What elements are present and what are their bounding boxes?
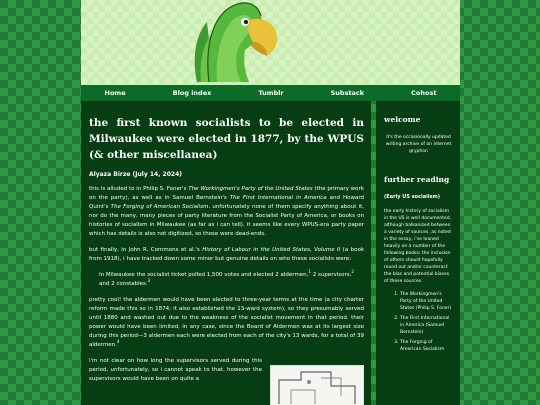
sidebar-further-reading-subheading: (Early US socialism) xyxy=(384,194,441,200)
article-paragraph: i'm not clear on how long the supervisors served during this period, unfortunately, so i cannot speak to that. however the supervisors would have been on quite a xyxy=(89,358,262,382)
article-paragraph: but finally, in John R. Commons et al.'s History of Labour in the United States, Volume II (a book from 1918), i have tracked down some minor but genuine details on who these socialists were: xyxy=(89,247,364,262)
ward-map-image[interactable] xyxy=(270,365,364,405)
reading-list-item[interactable]: 2. The First International in America (Samuel Bernstein) xyxy=(400,315,453,336)
sidebar-welcome-heading: welcome xyxy=(384,115,421,124)
footnote-link[interactable]: 2 xyxy=(351,269,354,275)
map-illustration-icon xyxy=(271,366,363,405)
main-nav xyxy=(81,85,460,101)
paragraph-with-figure xyxy=(89,357,364,405)
nav-cohost-link[interactable]: Cohost xyxy=(411,89,437,97)
sidebar xyxy=(376,101,460,405)
block-quote: In Milwaukee the socialist ticket polled 1,500 votes and elected 2 aldermen,$^1$ 2 supervisors,$^2$ and 2 constables.$^3$ xyxy=(99,269,354,287)
reading-list-item[interactable]: 1. The Workingmen's Party of the United States (Philip S. Foner) xyxy=(400,291,453,312)
sidebar-further-reading-text: the early history of socialism in the US is well documented, although balkanized between a variety of sources. as noted in the essay, i've leaned heavily on a number of the following books; the inclusion of others should hopefully round out and/or counteract the bias and potential biases of these sources. xyxy=(384,209,452,284)
book-title: History of Labour in the United States, Volume II xyxy=(202,247,341,253)
nav-tumblr-link[interactable]: Tumblr xyxy=(258,89,284,97)
nav-home-link[interactable]: Home xyxy=(104,89,126,97)
book-title: The Workingmen's Party of the United States xyxy=(188,186,313,192)
footnote-link[interactable]: 1 xyxy=(308,269,311,275)
gryphon-logo-icon xyxy=(187,0,279,82)
sidebar-welcome-text: it's the occasionally updated writing archive of an internet gryphon xyxy=(385,135,452,154)
article-title: the first known socialists to be elected in Milwaukee were elected in 1877, by the WPUS (& other miscellanea) xyxy=(89,117,364,161)
reading-list-item[interactable]: 3. The Forging of American Socialism xyxy=(400,339,453,353)
article-paragraph: this is alluded to in Philip S. Foner's The Workingmen's Party of the United States (the primary work on the party), as well as in Samuel Bernstein's The First International in America and Howard Quint's The Forging of American Socialism. unfortunately none of them specify anything about it, nor do the many, many pieces of party literature from the Socialist Party of America, or books on histories of socialism in Milwaukee (as far as i can tell). it seems like every WPUS-era party paper which has details is also not digitized, so those were dead-ends. xyxy=(89,186,365,237)
site-header xyxy=(81,0,460,85)
footnote-link[interactable]: 4 xyxy=(116,339,120,345)
nav-blog-index-link[interactable]: Blog index xyxy=(172,89,212,97)
article-byline: Alyaza Birze (July 14, 2024) xyxy=(89,171,182,178)
sidebar-further-reading-heading: further reading xyxy=(384,175,450,184)
footnote-link[interactable]: 3 xyxy=(147,278,151,284)
book-title: The First International in America xyxy=(229,195,327,201)
nav-substack-link[interactable]: Substack xyxy=(330,89,365,97)
reading-list xyxy=(384,291,453,353)
article-panel xyxy=(81,101,371,405)
book-title: The Forging of American Socialism xyxy=(110,204,209,210)
article-paragraph: pretty cool! the aldermen would have been elected to three-year terms at the time (a city charter reform made this so in 1874; it also established the 13-ward system), so they presumably served until 1880 and washed out due to the weakness of the socialist movement in that period. their power would have been limited, in any case, since the Board of Aldermen was at its largest size during this period—3 aldermen each were elected from each of the city's 13 wards, for a total of 39 aldermen.$^4$ xyxy=(89,297,364,348)
